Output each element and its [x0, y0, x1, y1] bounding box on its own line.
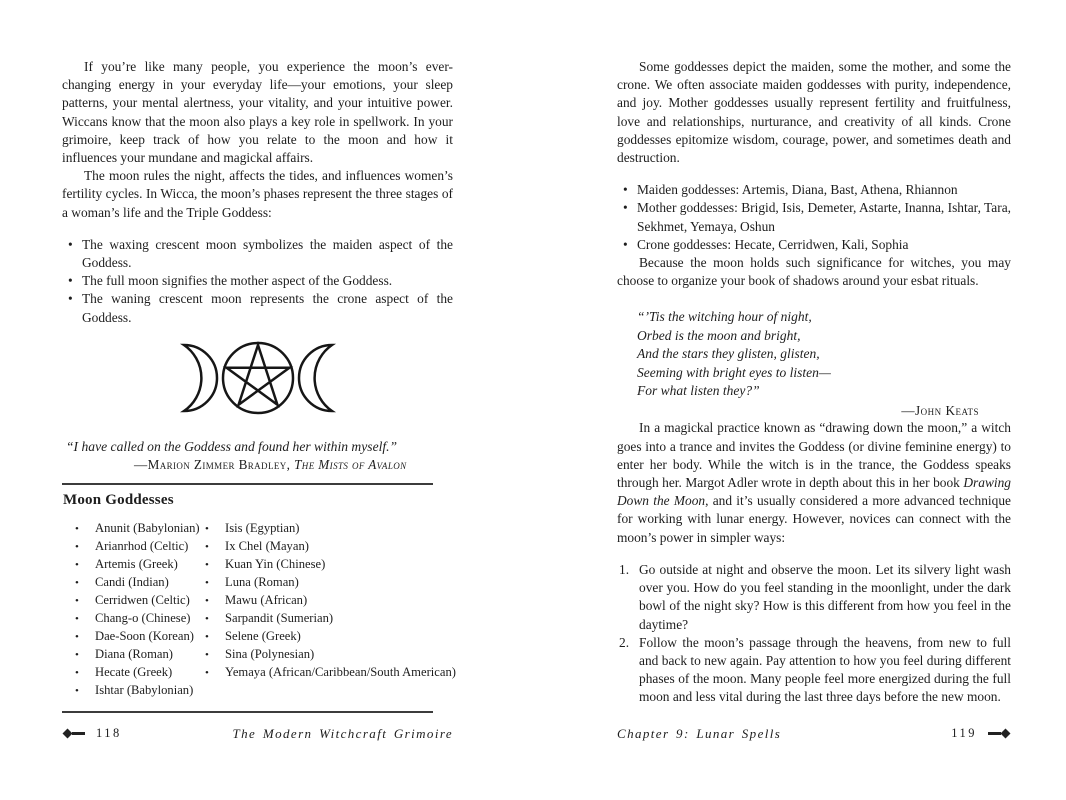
fleuron-icon: [62, 728, 86, 739]
quote-text: “I have called on the Goddess and found her within myself.”: [66, 438, 398, 454]
box-title: Moon Goddesses: [63, 491, 174, 508]
list-item: • Kuan Yin (Chinese): [205, 555, 456, 573]
book-title: The Mists of Avalon: [294, 457, 407, 473]
pull-quote: [62, 438, 453, 475]
quote-attribution: —Marion Zimmer Bradley, The Mists of Avalon: [134, 457, 407, 473]
list-item: • Chang-o (Chinese): [75, 609, 205, 627]
goddess-list-column-2: [205, 519, 456, 699]
list-item: • Maiden goddesses: Artemis, Diana, Bast, Athena, Rhiannon: [617, 181, 1011, 199]
list-item: • Anunit (Babylonian): [75, 519, 205, 537]
poem-line: For what listen they?”: [637, 383, 760, 399]
paragraph: Some goddesses depict the maiden, some the mother, and some the crone. We often associate maiden goddesses with purity, independence, and joy. Mother goddesses usually represent fertility and fruitfulness, love and relationships, nurturance, and creativity of all kinds. Crone goddesses epitomize wisdom, courage, power, and sometimes death and destruction.: [617, 59, 1011, 166]
list-item: Follow the moon’s passage through the heavens, from new to full and back to new again. Pay attention to how you feel during different phases of the moon. Many people feel more energized during the full moon and less vital during the last three days before the new moon.: [639, 634, 1011, 705]
list-item: • Candi (Indian): [75, 573, 205, 591]
moon-practice-steps: [617, 561, 1011, 707]
list-item: • Dae-Soon (Korean): [75, 627, 205, 645]
running-title: The Modern Witchcraft Grimoire: [232, 726, 453, 741]
list-item: • Artemis (Greek): [75, 555, 205, 573]
paragraph: The moon rules the night, affects the tides, and influences women’s fertility cycles. In Wicca, the moon’s phases represent the three stages of a woman’s life and the Triple Goddess:: [62, 168, 453, 220]
poem-line: “’Tis the witching hour of night,: [637, 309, 812, 325]
list-item: • Arianrhod (Celtic): [75, 537, 205, 555]
list-item: • Mother goddesses: Brigid, Isis, Demeter, Astarte, Inanna, Ishtar, Tara, Sekhmet, Yemaya, Oshun: [617, 199, 1011, 235]
list-item: • The full moon signifies the mother aspect of the Goddess.: [62, 272, 453, 290]
page-footer: [617, 726, 1011, 746]
list-item: • Crone goddesses: Hecate, Cerridwen, Kali, Sophia: [617, 236, 1011, 254]
page-number: 118: [96, 726, 122, 740]
list-item: • Selene (Greek): [205, 627, 456, 645]
list-item: • Diana (Roman): [75, 645, 205, 663]
list-item: • Mawu (African): [205, 591, 456, 609]
poem-attribution: —John Keats: [901, 403, 979, 419]
paragraph: In a magickal practice known as “drawing down the moon,” a witch goes into a trance and invites the Goddess (or divine feminine energy) to enter her body. While the witch is in the trance, the Goddess speaks through her. Margot Adler wrote in depth about this in her book Drawing Down the Moon, and it’s usually considered a more advanced technique for working with lunar energy. However, novices can connect with the moon’s power in simpler ways:: [617, 420, 1011, 545]
book-page-left: [62, 58, 456, 768]
page-number: 119: [951, 726, 977, 740]
list-item: • Isis (Egyptian): [205, 519, 456, 537]
list-item: • Yemaya (African/Caribbean/South American): [205, 663, 456, 681]
moon-goddesses-box: [62, 483, 456, 713]
chapter-title: Chapter 9: Lunar Spells: [617, 726, 782, 741]
list-item: • The waning crescent moon represents the crone aspect of the Goddess.: [62, 290, 453, 326]
list-item: • Cerridwen (Celtic): [75, 591, 205, 609]
list-item: • Hecate (Greek): [75, 663, 205, 681]
poem-line: And the stars they glisten, glisten,: [637, 346, 820, 362]
goddess-list-column-1: [75, 519, 205, 699]
list-item: • Sarpandit (Sumerian): [205, 609, 456, 627]
list-item: • Sina (Polynesian): [205, 645, 456, 663]
page-footer: [62, 726, 453, 746]
list-item: • Ix Chel (Mayan): [205, 537, 456, 555]
paragraph: Because the moon holds such significance for witches, you may choose to organize your book of shadows around your esbat rituals.: [617, 255, 1011, 289]
pentacle-icon: [223, 343, 293, 413]
list-item: Go outside at night and observe the moon. Let its silvery light wash over you. How do you feel standing in the moonlight, under the dark bowl of the night sky? How is this different from how you feel in the daytime?: [639, 561, 1011, 632]
poem-line: Orbed is the moon and bright,: [637, 327, 801, 343]
waning-crescent-icon: [299, 345, 332, 411]
paragraph: If you’re like many people, you experience the moon’s ever-changing energy in your everyday life—your emotions, your sleep patterns, your mental alertness, your vitality, and your intuitive power. Wiccans know that the moon also plays a key role in spellwork. In your grimoire, keep track of how you relate to the moon and how it influences your mundane and magickal affairs.: [62, 59, 453, 166]
book-page-right: [617, 58, 1011, 768]
goddess-categories-list: [617, 181, 1011, 254]
book-title: Drawing Down the Moon: [617, 475, 1011, 509]
goddess-aspects-list: [62, 236, 453, 327]
list-item: • Ishtar (Babylonian): [75, 681, 205, 699]
waxing-crescent-icon: [184, 345, 217, 411]
list-item: • Luna (Roman): [205, 573, 456, 591]
keats-poem: [617, 308, 1011, 400]
poem-line: Seeming with bright eyes to listen—: [637, 364, 831, 380]
list-item: • The waxing crescent moon symbolizes the maiden aspect of the Goddess.: [62, 236, 453, 272]
fleuron-icon: [987, 728, 1011, 739]
triple-goddess-symbol-figure: [62, 339, 453, 422]
